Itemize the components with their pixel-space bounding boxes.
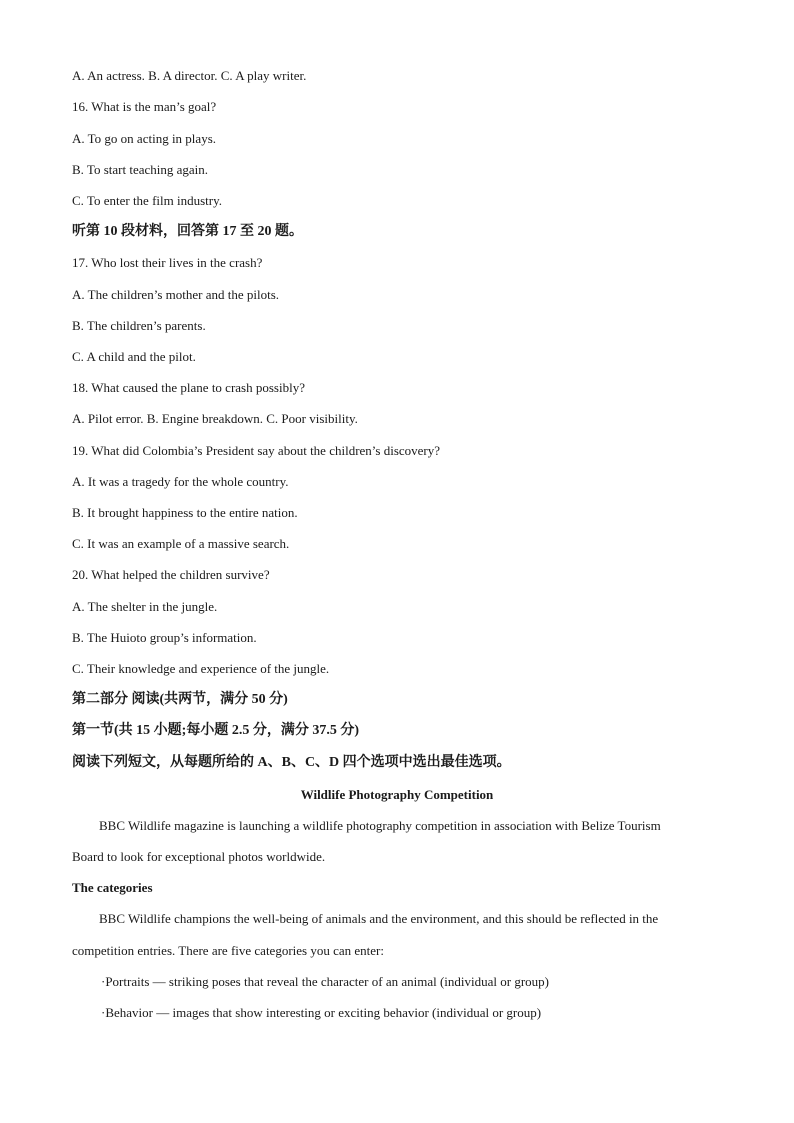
q20-option-c: C. Their knowledge and experience of the jungle. xyxy=(72,661,330,676)
q18-options: A. Pilot error. B. Engine breakdown. C. Poor visibility. xyxy=(72,411,358,426)
reading-instruction: 阅读下列短文，从每题所给的 A、B、C、D 四个选项中选出最佳选项。 xyxy=(72,755,511,770)
q17-option-a: A. The children’s mother and the pilots. xyxy=(72,287,279,302)
paragraph-2-line-1: BBC Wildlife champions the well-being of animals and the environment, and this should be reflected in the xyxy=(99,911,659,926)
q20-option-a: A. The shelter in the jungle. xyxy=(72,599,218,614)
category-behavior: ·Behavior — images that show interesting or exciting behavior (individual or group) xyxy=(101,1005,542,1020)
q16-option-c: C. To enter the film industry. xyxy=(72,193,223,208)
paragraph-1-line-2: Board to look for exceptional photos worldwide. xyxy=(72,849,326,864)
q19-question: 19. What did Colombia’s President say about the children’s discovery? xyxy=(72,443,441,458)
q15-options: A. An actress. B. A director. C. A play writer. xyxy=(72,68,307,83)
q20-question: 20. What helped the children survive? xyxy=(72,567,270,582)
section-one-heading: 第一节(共 15 小题;每小题 2.5 分，满分 37.5 分) xyxy=(72,723,359,738)
q17-option-c: C. A child and the pilot. xyxy=(72,349,196,364)
paragraph-1-line-1: BBC Wildlife magazine is launching a wildlife photography competition in association with Belize Tourism xyxy=(99,818,661,833)
categories-heading: The categories xyxy=(72,880,153,895)
q18-question: 18. What caused the plane to crash possibly? xyxy=(72,380,305,395)
q16-option-a: A. To go on acting in plays. xyxy=(72,131,217,146)
q19-option-b: B. It brought happiness to the entire nation. xyxy=(72,505,298,520)
section-instruction-10: 听第 10 段材料，回答第 17 至 20 题。 xyxy=(72,224,303,239)
part-two-heading: 第二部分 阅读(共两节，满分 50 分) xyxy=(72,692,288,707)
category-portraits: ·Portraits — striking poses that reveal the character of an animal (individual or group) xyxy=(101,974,549,989)
passage-title: Wildlife Photography Competition xyxy=(300,787,494,802)
q16-option-b: B. To start teaching again. xyxy=(72,162,209,177)
q17-question: 17. Who lost their lives in the crash? xyxy=(72,255,263,270)
q19-option-a: A. It was a tragedy for the whole country. xyxy=(72,474,289,489)
paragraph-2-line-2: competition entries. There are five categories you can enter: xyxy=(72,943,384,958)
q16-question: 16. What is the man’s goal? xyxy=(72,99,217,114)
q19-option-c: C. It was an example of a massive search. xyxy=(72,536,290,551)
q20-option-b: B. The Huioto group’s information. xyxy=(72,630,257,645)
q17-option-b: B. The children’s parents. xyxy=(72,318,206,333)
